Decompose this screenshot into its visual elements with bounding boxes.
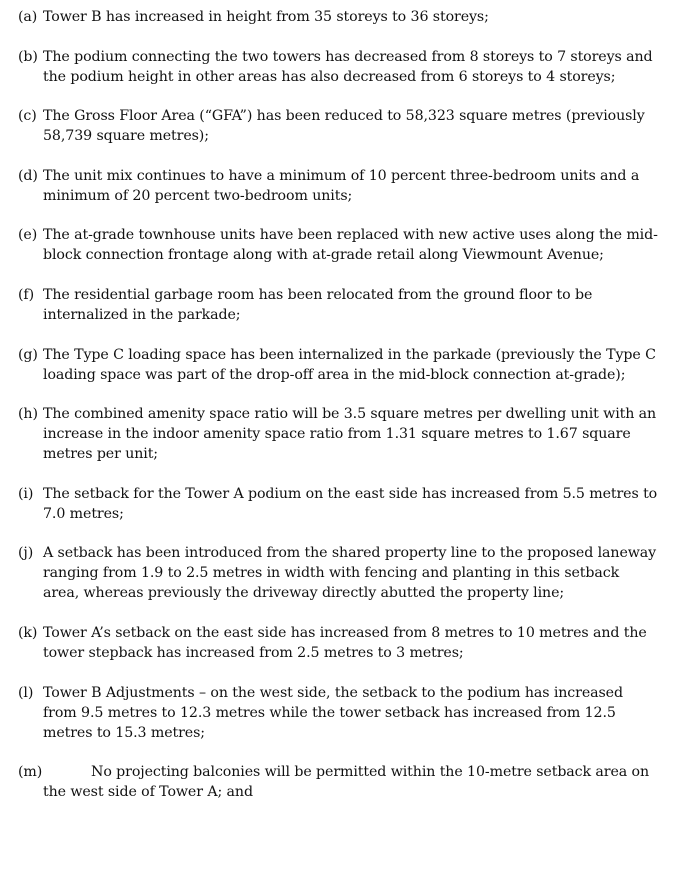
item-label: (f) <box>18 286 35 303</box>
list-item-k <box>18 623 658 663</box>
item-label: (b) <box>18 48 38 65</box>
item-label: (k) <box>18 624 38 641</box>
item-text: Tower A’s setback on the east side has increased from 8 metres to 10 metres and the tower stepback has increased from 2.5 metres to 3 metres; <box>43 624 647 661</box>
item-label: (l) <box>18 684 34 701</box>
item-label: (h) <box>18 406 38 423</box>
list-item-g <box>18 345 658 385</box>
list-item-m <box>18 762 658 802</box>
item-text: No projecting balconies will be permitted within the 10-metre setback area on the west side of Tower A; and <box>43 764 649 801</box>
list-item-h <box>18 404 658 464</box>
item-text: The podium connecting the two towers has decreased from 8 storeys to 7 storeys and the podium height in other areas has also decreased from 6 storeys to 4 storeys; <box>43 48 653 85</box>
list-item-l <box>18 683 658 743</box>
item-label: (a) <box>18 9 38 25</box>
list-item-c <box>18 106 658 146</box>
item-text: The combined amenity space ratio will be 3.5 square metres per dwelling unit with an increase in the indoor amenity space ratio from 1.31 square metres to 1.67 square metres per unit; <box>43 406 657 463</box>
item-text: Tower B has increased in height from 35 storeys to 36 storeys; <box>43 9 489 25</box>
item-label: (j) <box>18 545 34 562</box>
list-item-a <box>18 7 658 27</box>
list-item-f <box>18 285 658 325</box>
item-text: Tower B Adjustments – on the west side, the setback to the podium has increased from 9.5 metres to 12.3 metres while the tower setback has increased from 12.5 metres to 15.3 metres; <box>43 684 623 741</box>
item-text: The setback for the Tower A podium on the east side has increased from 5.5 metres to 7.0 metres; <box>43 485 658 522</box>
item-label: (g) <box>18 346 38 363</box>
document-body <box>18 7 658 822</box>
item-label: (e) <box>18 227 38 244</box>
item-text: The residential garbage room has been relocated from the ground floor to be internalized in the parkade; <box>43 286 593 323</box>
item-label: (d) <box>18 167 38 184</box>
item-label: (m) <box>18 764 43 781</box>
list-item-d <box>18 166 658 206</box>
list-item-b <box>18 47 658 87</box>
list-item-j <box>18 543 658 603</box>
list-item-e <box>18 225 658 265</box>
item-text: A setback has been introduced from the shared property line to the proposed laneway ranging from 1.9 to 2.5 metres in width with fencing and planting in this setback area, whereas previously the driveway directly abutted the property line; <box>43 545 657 602</box>
item-label: (c) <box>18 108 37 125</box>
item-text: The Type C loading space has been internalized in the parkade (previously the Type C loading space was part of the drop-off area in the mid-block connection at-grade); <box>43 346 656 383</box>
item-text: The at-grade townhouse units have been replaced with new active uses along the mid-block connection frontage along with at-grade retail along Viewmount Avenue; <box>43 227 658 264</box>
list-item-i <box>18 484 658 524</box>
item-label: (i) <box>18 485 34 502</box>
item-text: The Gross Floor Area (“GFA”) has been reduced to 58,323 square metres (previously 58,739 square metres); <box>43 108 645 145</box>
item-text: The unit mix continues to have a minimum of 10 percent three-bedroom units and a minimum of 20 percent two-bedroom units; <box>43 167 640 204</box>
